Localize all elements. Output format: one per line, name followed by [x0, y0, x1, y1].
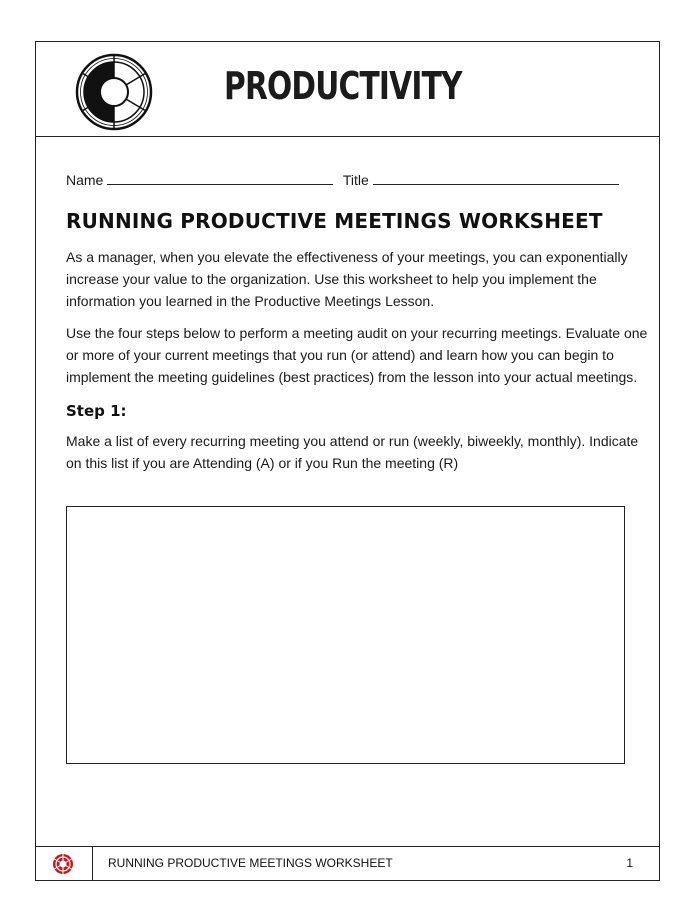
page-number: 1 — [626, 856, 633, 870]
step1-answer-box[interactable] — [66, 506, 625, 764]
brand-title: PRODUCTIVITY — [224, 64, 462, 108]
page-header — [36, 42, 659, 137]
worksheet-heading: RUNNING PRODUCTIVE MEETINGS WORKSHEET — [66, 209, 603, 233]
title-field[interactable] — [373, 172, 619, 185]
steps-paragraph: Use the four steps below to perform a meeting audit on your recurring meetings. Evaluate one or more of your current meetings that you run (or attend) and learn how you can begin to implement the meeting guidelines (best practices) from the lesson into your actual meetings. — [66, 325, 648, 385]
footer-title: RUNNING PRODUCTIVE MEETINGS WORKSHEET — [108, 856, 393, 870]
step1-heading: Step 1: — [66, 402, 127, 420]
name-title-fields — [66, 172, 619, 188]
page-footer — [36, 846, 659, 880]
footer-logo-cell — [36, 847, 93, 880]
intro-paragraph: As a manager, when you elevate the effectiveness of your meetings, you can exponentially increase your value to the organization. Use this worksheet to help you implement the information you learned in the Productive Meetings Lesson. — [66, 249, 628, 309]
name-label: Name — [66, 172, 104, 188]
name-field[interactable] — [107, 172, 333, 185]
worksheet-page — [35, 41, 660, 881]
productivity-wheel-logo-icon — [74, 52, 154, 132]
step1-instructions: Make a list of every recurring meeting you attend or run (weekly, biweekly, monthly). Indicate on this list if you are Attending (A) or if you Run the meeting (R) — [66, 433, 639, 471]
red-wheel-logo-icon — [52, 853, 74, 875]
title-label: Title — [342, 172, 369, 188]
